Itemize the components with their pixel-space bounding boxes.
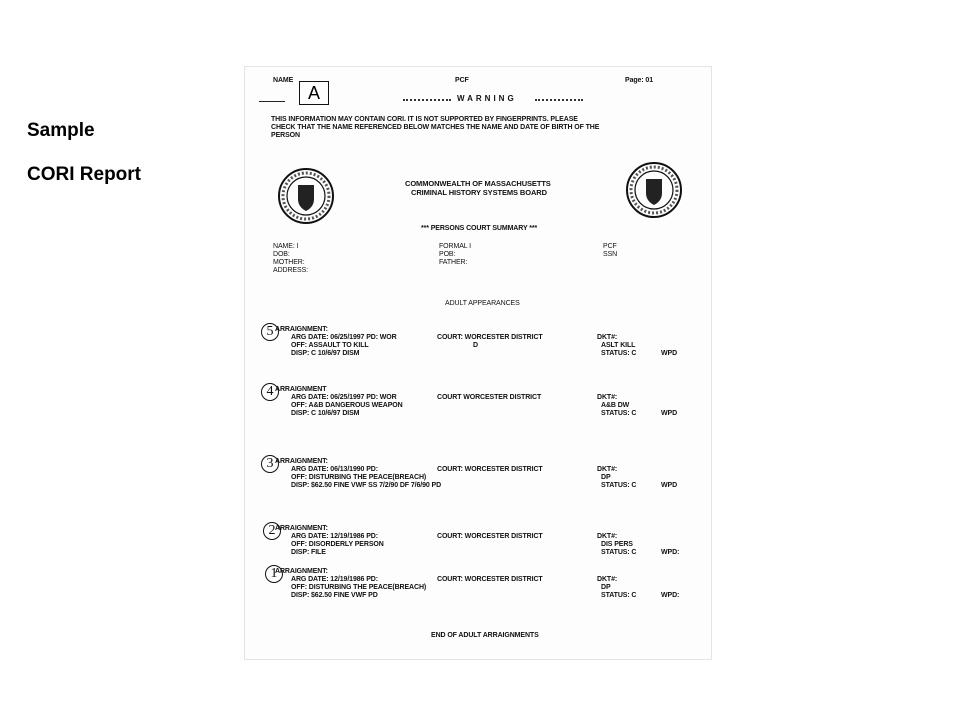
entry-court: COURT: WORCESTER DISTRICT — [437, 466, 543, 473]
boxed-letter: A — [299, 81, 329, 105]
entry-number-circle: 4 — [261, 383, 279, 401]
warning-dots-left — [403, 99, 451, 101]
side-title-line2: CORI Report — [27, 164, 141, 185]
notice-line-2: CHECK THAT THE NAME REFERENCED BELOW MATCHES THE NAME AND DATE OF BIRTH OF THE — [271, 124, 600, 131]
entry-court: COURT: WORCESTER DISTRICT — [437, 576, 543, 583]
entry-court2: D — [473, 342, 478, 349]
field-formal: FORMAL I — [439, 243, 471, 250]
entry-court: COURT WORCESTER DISTRICT — [437, 394, 542, 401]
field-dob: DOB: — [273, 251, 290, 258]
entry-number-circle: 1 — [265, 565, 283, 583]
entry-header: ARRAIGNMENT: — [275, 525, 328, 532]
entry-dkt: DKT#: — [597, 394, 618, 401]
notice-line-3: PERSON — [271, 132, 300, 139]
entry-court: COURT: WORCESTER DISTRICT — [437, 533, 543, 540]
entry-court: COURT: WORCESTER DISTRICT — [437, 334, 543, 341]
agency-line-2: CRIMINAL HISTORY SYSTEMS BOARD — [411, 188, 547, 197]
entry-disp: DISP: $62.50 FINE VWF PD — [291, 592, 378, 599]
entry-arg: ARG DATE: 12/19/1986 PD: — [291, 533, 378, 540]
entry-off: OFF: DISTURBING THE PEACE(BREACH) — [291, 474, 427, 481]
entry-dkt-val: DP — [601, 584, 611, 591]
entry-header: ARRAIGNMENT — [275, 386, 327, 393]
entry-dkt: DKT#: — [597, 533, 618, 540]
agency-line-1: COMMONWEALTH OF MASSACHUSETTS — [405, 179, 551, 188]
state-seal-left — [277, 167, 335, 225]
page-number: Page: 01 — [625, 77, 653, 84]
entry-off: OFF: A&B DANGEROUS WEAPON — [291, 402, 403, 409]
entry-number-circle: 2 — [263, 522, 281, 540]
summary-title: *** PERSONS COURT SUMMARY *** — [421, 225, 538, 232]
entry-agency: WPD — [661, 482, 678, 489]
entry-off: OFF: DISORDERLY PERSON — [291, 541, 384, 548]
entry-dkt-val: DP — [601, 474, 611, 481]
entry-dkt: DKT#: — [597, 466, 618, 473]
entry-agency: WPD: — [661, 592, 680, 599]
field-pob: POB: — [439, 251, 456, 258]
warning-dots-right — [535, 99, 583, 101]
entry-header: ARRAIGNMENT: — [275, 568, 328, 575]
field-ssn: SSN — [603, 251, 618, 258]
entry-status: STATUS: C — [601, 410, 637, 417]
entry-dkt: DKT#: — [597, 576, 618, 583]
entry-agency: WPD: — [661, 549, 680, 556]
entry-dkt-val: A&B DW — [601, 402, 630, 409]
entry-status: STATUS: C — [601, 350, 637, 357]
side-title-line1: Sample — [27, 120, 95, 141]
entry-dkt-val: ASLT KILL — [601, 342, 636, 349]
state-seal-right — [625, 161, 683, 219]
cori-report-document — [244, 66, 712, 660]
field-pcf: PCF — [603, 243, 617, 250]
entry-arg: ARG DATE: 06/25/1997 PD: WOR — [291, 394, 397, 401]
entry-status: STATUS: C — [601, 549, 637, 556]
entry-status: STATUS: C — [601, 592, 637, 599]
field-address: ADDRESS: — [273, 267, 308, 274]
redaction-mark — [259, 101, 285, 102]
entry-off: OFF: ASSAULT TO KILL — [291, 342, 369, 349]
entry-disp: DISP: $62.50 FINE VWF SS 7/2/90 DF 7/6/90 PD — [291, 482, 442, 489]
entry-status: STATUS: C — [601, 482, 637, 489]
warning-title: WARNING — [457, 94, 517, 103]
pcf-label: PCF — [455, 77, 469, 84]
entry-agency: WPD — [661, 350, 678, 357]
entry-dkt-val: DIS PERS — [601, 541, 633, 548]
entry-disp: DISP: C 10/6/97 DISM — [291, 410, 360, 417]
field-mother: MOTHER: — [273, 259, 305, 266]
entry-arg: ARG DATE: 06/13/1990 PD: — [291, 466, 378, 473]
entry-arg: ARG DATE: 06/25/1997 PD: WOR — [291, 334, 397, 341]
entry-disp: DISP: C 10/6/97 DISM — [291, 350, 360, 357]
field-name: NAME: I — [273, 243, 299, 250]
name-label: NAME — [273, 77, 294, 84]
entry-header: ARRAIGNMENT: — [275, 326, 328, 333]
entry-off: OFF: DISTURBING THE PEACE(BREACH) — [291, 584, 427, 591]
entry-arg: ARG DATE: 12/19/1986 PD: — [291, 576, 378, 583]
entry-header: ARRAIGNMENT: — [275, 458, 328, 465]
entry-number-circle: 5 — [261, 323, 279, 341]
footer-text: END OF ADULT ARRAIGNMENTS — [431, 632, 539, 639]
section-title: ADULT APPEARANCES — [445, 300, 520, 307]
entry-disp: DISP: FILE — [291, 549, 326, 556]
field-father: FATHER: — [439, 259, 468, 266]
entry-agency: WPD — [661, 410, 678, 417]
notice-line-1: THIS INFORMATION MAY CONTAIN CORI. IT IS NOT SUPPORTED BY FINGERPRINTS. PLEASE — [271, 116, 578, 123]
entry-number-circle: 3 — [261, 455, 279, 473]
entry-dkt: DKT#: — [597, 334, 618, 341]
